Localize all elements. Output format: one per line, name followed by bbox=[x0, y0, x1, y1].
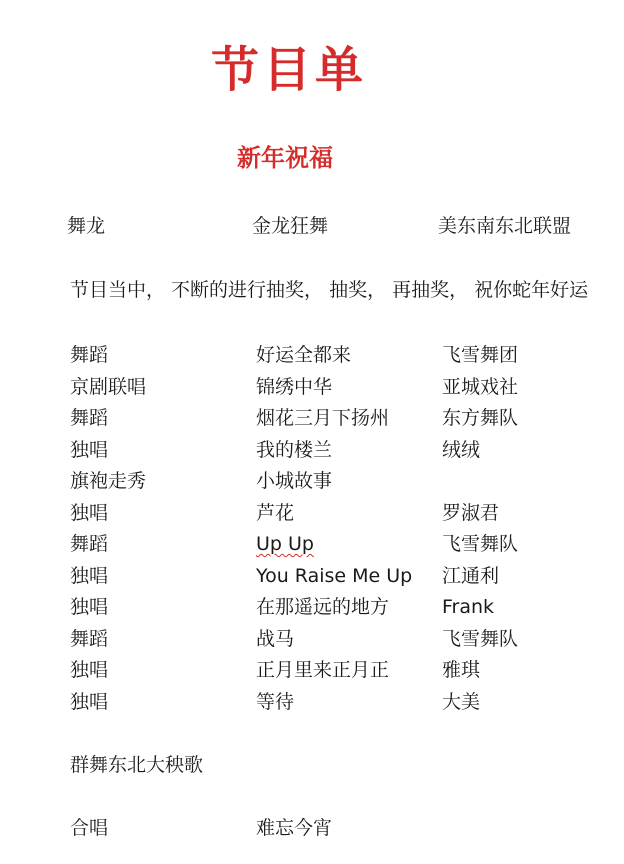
program-row bbox=[0, 529, 624, 559]
program-type: 舞蹈 bbox=[70, 344, 109, 366]
program-performer: 亚城戏社 bbox=[442, 375, 519, 398]
program-row bbox=[0, 592, 624, 622]
program-performer: 东方舞队 bbox=[442, 407, 519, 429]
program-name: 小城故事 bbox=[256, 470, 333, 492]
program-type: 独唱 bbox=[70, 659, 109, 681]
group-dance-line: 群舞东北大秧歌 bbox=[70, 754, 204, 776]
program-performer: 江通利 bbox=[442, 564, 500, 587]
program-name: 正月里来正月正 bbox=[256, 659, 390, 681]
program-row bbox=[0, 498, 624, 528]
program-type: 合唱 bbox=[70, 817, 109, 839]
program-row bbox=[0, 340, 624, 370]
program-name: 战马 bbox=[256, 627, 295, 650]
program-row bbox=[0, 466, 624, 496]
program-row bbox=[0, 687, 624, 717]
program-row bbox=[0, 435, 624, 465]
program-name: 金龙狂舞 bbox=[252, 215, 329, 237]
program-type: 独唱 bbox=[70, 501, 109, 524]
opening-row bbox=[0, 211, 624, 241]
program-name: 芦花 bbox=[256, 501, 295, 524]
program-type: 旗袍走秀 bbox=[70, 470, 147, 492]
program-performer: 飞雪舞队 bbox=[442, 533, 519, 555]
page-title: 节目单 bbox=[210, 42, 367, 98]
program-type: 京剧联唱 bbox=[70, 375, 147, 398]
program-row bbox=[0, 655, 624, 685]
program-performer: 罗淑君 bbox=[442, 501, 500, 524]
program-type: 舞蹈 bbox=[70, 407, 109, 429]
lottery-note: 节目当中， 不断的进行抽奖， 抽奖， 再抽奖， 祝你蛇年好运 bbox=[70, 279, 589, 301]
program-type: 独唱 bbox=[70, 564, 109, 587]
program-row bbox=[0, 561, 624, 591]
program-name: 难忘今宵 bbox=[256, 817, 333, 839]
program-type: 独唱 bbox=[70, 596, 109, 618]
program-name: 我的楼兰 bbox=[256, 438, 333, 461]
program-type: 独唱 bbox=[70, 438, 109, 461]
program-type: 独唱 bbox=[70, 690, 109, 713]
program-type: 舞蹈 bbox=[70, 533, 109, 555]
program-performer: 雅琪 bbox=[442, 659, 481, 681]
program-name: Up Up bbox=[256, 533, 314, 555]
program-name: 烟花三月下扬州 bbox=[256, 407, 390, 429]
program-row bbox=[0, 372, 624, 402]
program-name: 等待 bbox=[256, 690, 295, 713]
program-type: 舞龙 bbox=[67, 215, 106, 237]
section-title: 新年祝福 bbox=[237, 144, 333, 172]
program-performer: 美东南东北联盟 bbox=[438, 215, 572, 237]
program-name: 在那遥远的地方 bbox=[256, 596, 390, 618]
program-row bbox=[0, 403, 624, 433]
program-performer: 大美 bbox=[442, 690, 481, 713]
program-name: You Raise Me Up bbox=[256, 564, 413, 587]
program-performer: Frank bbox=[442, 596, 495, 618]
finale-row bbox=[0, 813, 624, 843]
program-name: 锦绣中华 bbox=[256, 375, 333, 398]
program-type: 舞蹈 bbox=[70, 627, 109, 650]
program-performer: 飞雪舞队 bbox=[442, 627, 519, 650]
program-performer: 飞雪舞团 bbox=[442, 344, 519, 366]
program-name: 好运全都来 bbox=[256, 344, 352, 366]
program-row bbox=[0, 624, 624, 654]
program-performer: 绒绒 bbox=[442, 438, 481, 461]
